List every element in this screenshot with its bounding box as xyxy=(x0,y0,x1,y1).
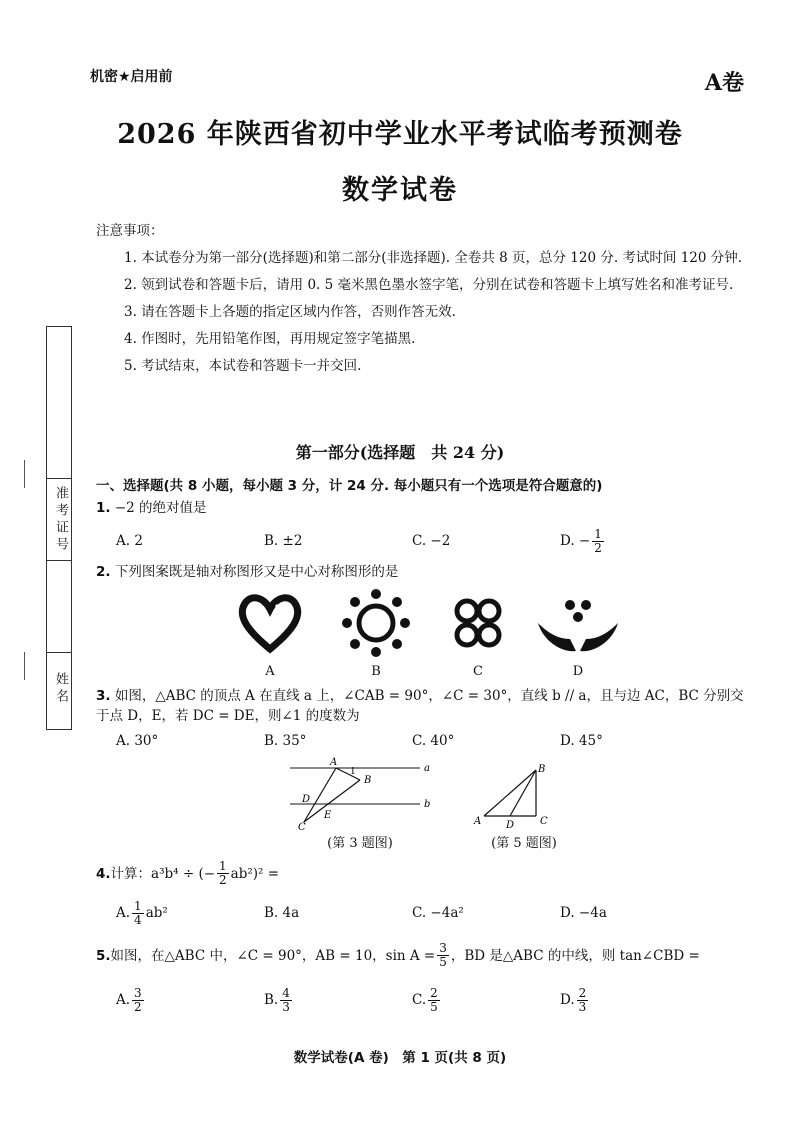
note-item: 1. 本试卷分为第一部分(选择题)和第二部分(非选择题). 全卷共 8 页，总分 120 分. 考试时间 120 分钟. xyxy=(124,250,743,266)
note-item: 3. 请在答题卡上各题的指定区域内作答，否则作答无效. xyxy=(124,304,456,320)
heart-pattern-icon xyxy=(242,598,297,649)
point-e: E xyxy=(324,810,332,821)
figure-3 xyxy=(290,756,440,832)
figure-label-d: D xyxy=(572,664,584,679)
question-number: 4. xyxy=(96,865,111,882)
option-b: B. ±2 xyxy=(264,533,303,549)
note-item: 2. 领到试卷和答题卡后，请用 0. 5 毫米黑色墨水签字笔，分别在试卷和答题卡上填写姓名和准考证号. xyxy=(124,277,734,293)
point-a: A xyxy=(474,816,482,827)
question-2 xyxy=(96,562,756,582)
question-number: 5. xyxy=(96,947,111,964)
note-item: 5. 考试结束，本试卷和答题卡一并交回. xyxy=(124,358,362,374)
option-c: C. −2 xyxy=(412,533,451,549)
section-heading: 第一部分(选择题 共 24 分) xyxy=(295,443,505,462)
option-d: D. − $\frac{1}{2}$ xyxy=(560,526,602,555)
fraction: $\frac{1}{4}$ xyxy=(134,898,142,927)
option-a: A. 2 xyxy=(116,533,143,549)
hands-pattern-icon xyxy=(538,600,618,651)
fraction: $\frac{3}{5}$ xyxy=(439,941,447,969)
option-b: B. 35° xyxy=(264,733,307,749)
question-1 xyxy=(96,498,756,518)
question-text: −2 的绝对值是 xyxy=(110,500,207,516)
section-instruction: 一、选择题(共 8 小题，每小题 3 分，计 24 分. 每小题只有一个选项是符合题意的) xyxy=(96,478,603,494)
fraction: $\frac{3}{2}$ xyxy=(134,985,142,1014)
option-b: B. $\frac{4}{3}$ xyxy=(264,985,290,1014)
option-c: C. $\frac{2}{5}$ xyxy=(412,985,438,1014)
fraction: $\frac{1}{2}$ xyxy=(594,526,602,555)
page-title: 2026 年陕西省初中学业水平考试临考预测卷 xyxy=(117,119,683,150)
option-a: A. $\frac{1}{4}$ ab² xyxy=(116,898,168,927)
question-number: 3. xyxy=(96,688,111,704)
cut-mark xyxy=(24,652,25,680)
question-text: ab²)² = xyxy=(230,865,280,882)
point-b: B xyxy=(538,764,546,775)
option-d: D. $\frac{2}{3}$ xyxy=(560,985,587,1014)
option-c: C. 40° xyxy=(412,733,455,749)
notes-heading: 注意事项： xyxy=(96,223,164,239)
fraction: $\frac{4}{3}$ xyxy=(282,985,290,1014)
figure-label-b: B xyxy=(371,664,381,679)
question-5 xyxy=(96,942,756,969)
strip-divider xyxy=(46,478,72,479)
strip-divider xyxy=(46,560,72,561)
figure-label-a: A xyxy=(265,664,275,679)
q5-options xyxy=(116,984,756,1016)
clover-pattern-icon xyxy=(457,601,499,645)
q4-options xyxy=(116,898,756,928)
segment-ab xyxy=(484,770,536,816)
line-b-label: b xyxy=(424,799,431,810)
question-text: 如图，在△ABC 中，∠C = 90°，AB = 10，sin A = xyxy=(110,947,436,964)
option-a: A. $\frac{3}{2}$ xyxy=(116,985,142,1014)
point-d: D xyxy=(506,820,515,830)
name-field-label: 姓名 xyxy=(53,672,68,706)
q1-options xyxy=(116,526,756,556)
question-number: 1. xyxy=(96,500,111,516)
question-text: 计算：a³b⁴ ÷ (− xyxy=(110,865,216,882)
point-c: C xyxy=(298,822,306,832)
question-3 xyxy=(96,686,756,726)
fraction: $\frac{2}{5}$ xyxy=(430,985,438,1014)
figure-label-c: C xyxy=(473,664,483,679)
sun-pattern-icon xyxy=(342,589,410,657)
page-subtitle: 数学试卷 xyxy=(342,175,458,206)
notes-block xyxy=(96,218,750,380)
question-number: 2. xyxy=(96,564,111,580)
strip-divider xyxy=(46,652,72,653)
question-text: ，BD 是△ABC 的中线，则 tan∠CBD = xyxy=(450,947,700,964)
question-text: 下列图案既是轴对称图形又是中心对称图形的是 xyxy=(110,564,399,580)
page-footer: 数学试卷(A 卷) 第 1 页(共 8 页) xyxy=(293,1050,507,1066)
question-text: 如图，△ABC 的顶点 A 在直线 a 上，∠CAB = 90°，∠C = 30°，直线 b // a，且与边 AC，BC 分别交于点 D，E，若 DC = DE，则∠1 的度数为 xyxy=(96,688,744,724)
confidential-label: 机密★启用前 xyxy=(90,69,173,85)
point-a: A xyxy=(330,757,338,768)
segment-bc xyxy=(304,780,360,822)
point-d: D xyxy=(302,794,311,805)
option-d: D. −4a xyxy=(560,905,607,921)
exam-id-field-label: 准考证号 xyxy=(53,486,68,554)
point-b: B xyxy=(364,775,372,786)
option-c: C. −4a² xyxy=(412,905,464,921)
segment-ab xyxy=(336,768,360,780)
cut-mark xyxy=(24,460,25,488)
angle-1-label: 1 xyxy=(350,767,356,777)
segment-bd xyxy=(510,770,536,816)
option-d: D. 45° xyxy=(560,733,603,749)
note-item: 4. 作图时，先用铅笔作图，再用规定签字笔描黑. xyxy=(124,331,416,347)
line-a-label: a xyxy=(424,763,430,774)
option-b: B. 4a xyxy=(264,905,300,921)
fraction: $\frac{1}{2}$ xyxy=(219,859,227,887)
q2-figures xyxy=(226,588,626,668)
fraction: $\frac{2}{3}$ xyxy=(578,985,587,1014)
figure-5 xyxy=(472,760,562,830)
q3-options xyxy=(116,730,756,752)
paper-version-label: A卷 xyxy=(704,70,744,96)
figure-3-caption: (第 3 题图) xyxy=(327,836,393,851)
question-4 xyxy=(96,860,756,887)
option-a: A. 30° xyxy=(116,733,159,749)
figure-5-caption: (第 5 题图) xyxy=(491,836,557,851)
point-c: C xyxy=(540,816,548,827)
